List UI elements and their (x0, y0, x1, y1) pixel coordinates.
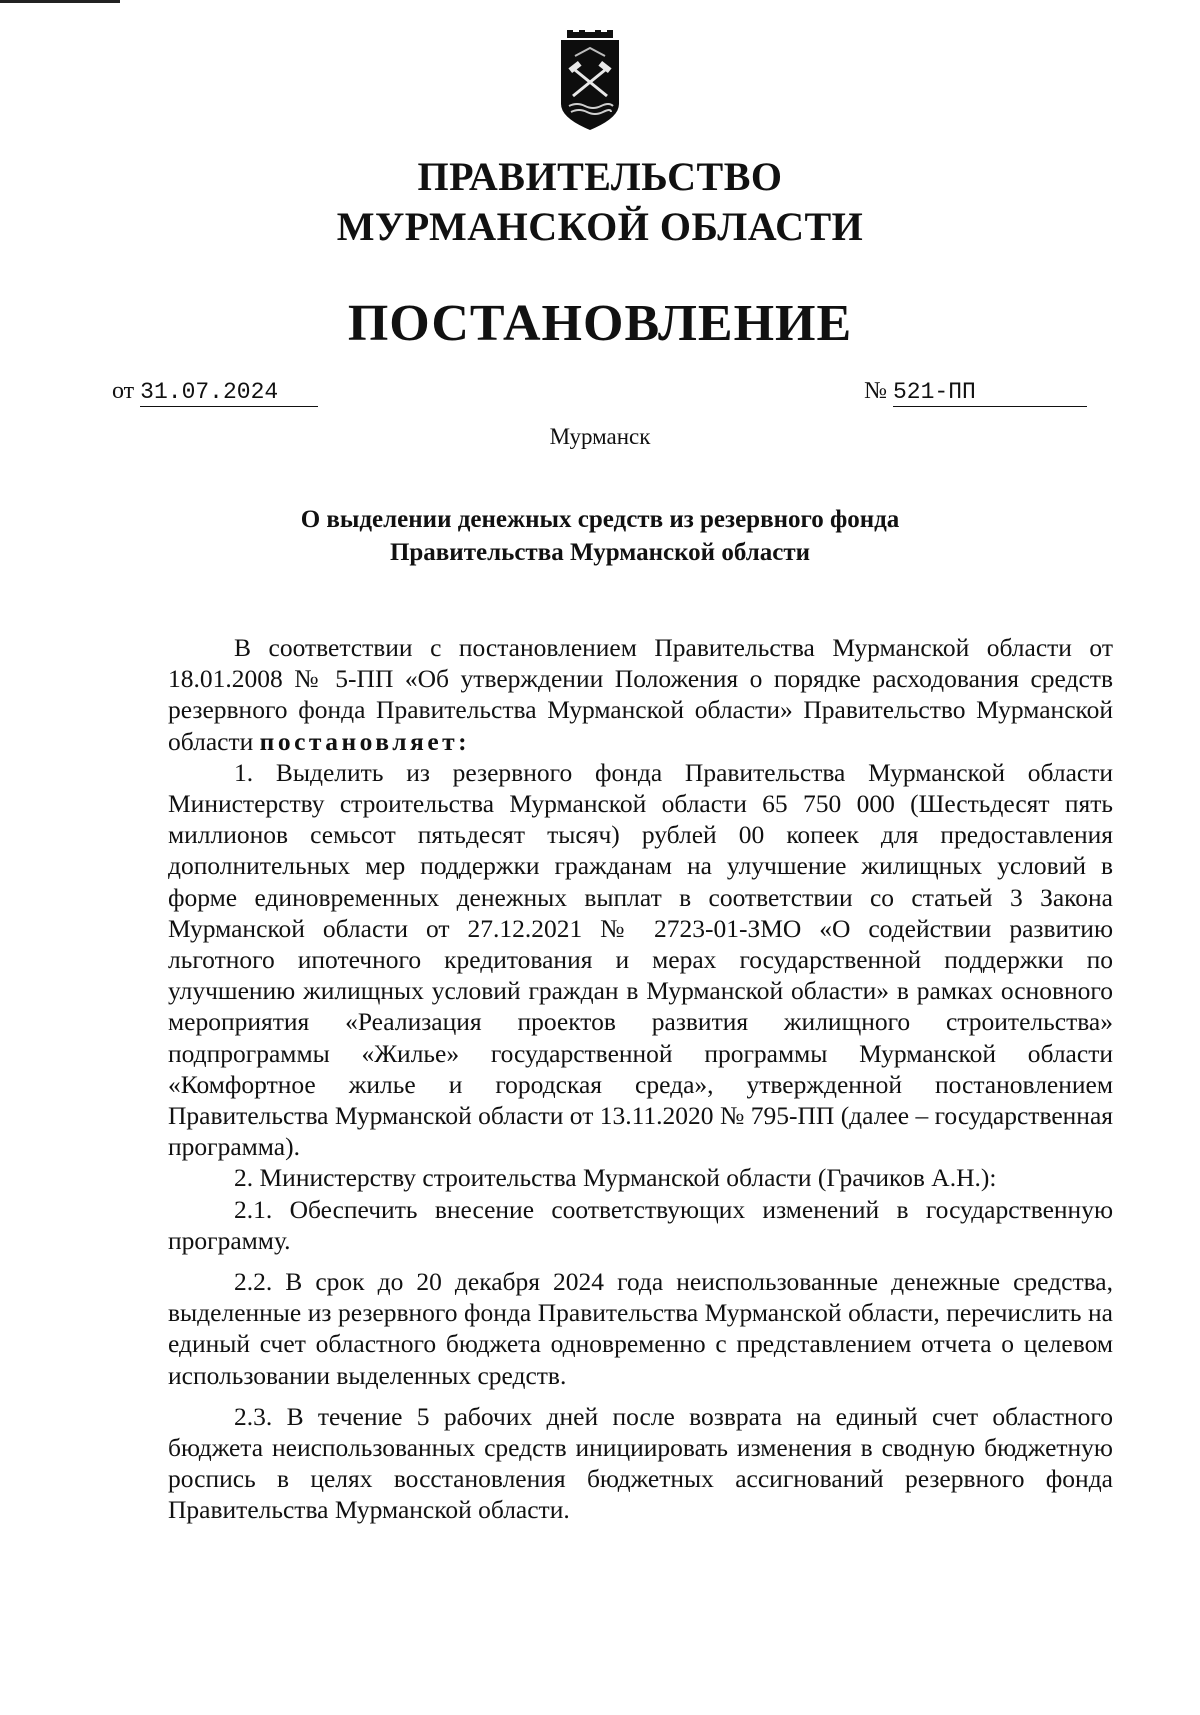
government-title (0, 152, 1200, 252)
paragraph-2-1: 2.1. Обеспечить внесение соответствующих изменений в государственную программу. (168, 1194, 1113, 1255)
government-title-line1: ПРАВИТЕЛЬСТВО (417, 154, 783, 199)
government-title-line2: МУРМАНСКОЙ ОБЛАСТИ (336, 204, 864, 249)
city-name: Мурманск (549, 424, 651, 449)
subject-line1: О выделении денежных средств из резервного фонда (300, 506, 900, 533)
subject-line2: Правительства Мурманской области (389, 539, 811, 566)
paragraph-2-3: 2.3. В течение 5 рабочих дней после возврата на единый счет областного бюджета неиспользованных средств инициировать изменения в сводную бюджетную роспись в целях восстановления бюджетных ассигнований резервного фонда Правительства Мурманской области. (168, 1401, 1113, 1525)
date-prefix: от (112, 378, 135, 404)
paragraph-1: 1. Выделить из резервного фонда Правительства Мурманской области Министерству строительства Мурманской области 65 750 000 (Шестьдесят пять миллионов семьсот пятьдесят тысяч) рублей 00 копеек для предоставления дополнительных мер поддержки гражданам на улучшение жилищных условий в форме единовременных денежных выплат в соответствии со статьей 3 Закона Мурманской области от 27.12.2021 № 2723-01-ЗМО «О содействии развитию льготного ипотечного кредитования и мерах государственной поддержки по улучшению жилищных условий граждан в Мурманской области» в рамках основного мероприятия «Реализация проектов развития жилищного строительства» подпрограммы «Жилье» государственной программы Мурманской области «Комфортное жилье и городская среда», утвержденной постановлением Правительства Мурманской области от 13.11.2020 № 795-ПП (далее – государственная программа). (168, 757, 1113, 1162)
decree-subject (0, 503, 1200, 569)
coat-of-arms-icon (557, 30, 623, 132)
preamble-text: В соответствии с постановлением Правительства Мурманской области от 18.01.2008 № 5-ПП «Об утверждении Положения о порядке расходования средств резервного фонда Правительства Мурманской области» Правительство Мурманской области (168, 633, 1113, 756)
number-prefix: № (864, 378, 887, 404)
paragraph-2: 2. Министерству строительства Мурманской области (Грачиков А.Н.): (234, 1163, 997, 1193)
date-number-row (112, 378, 1087, 414)
date-value: 31.07.2024 (140, 379, 318, 407)
document-type-title: ПОСТАНОВЛЕНИЕ (347, 295, 853, 352)
preamble-paragraph (168, 632, 1113, 757)
paragraph-2-2: 2.2. В срок до 20 декабря 2024 года неиспользованные денежные средства, выделенные из резервного фонда Правительства Мурманской области, перечислить на единый счет областного бюджета одновременно с представлением отчета о целевом использовании выделенных средств. (168, 1267, 1113, 1390)
decree-number (864, 378, 1087, 407)
decree-date (112, 378, 318, 407)
scan-artifact (0, 0, 120, 3)
resolves-word: постановляет: (259, 726, 471, 756)
number-value: 521-ПП (893, 379, 1087, 407)
document-body (168, 632, 1113, 1526)
